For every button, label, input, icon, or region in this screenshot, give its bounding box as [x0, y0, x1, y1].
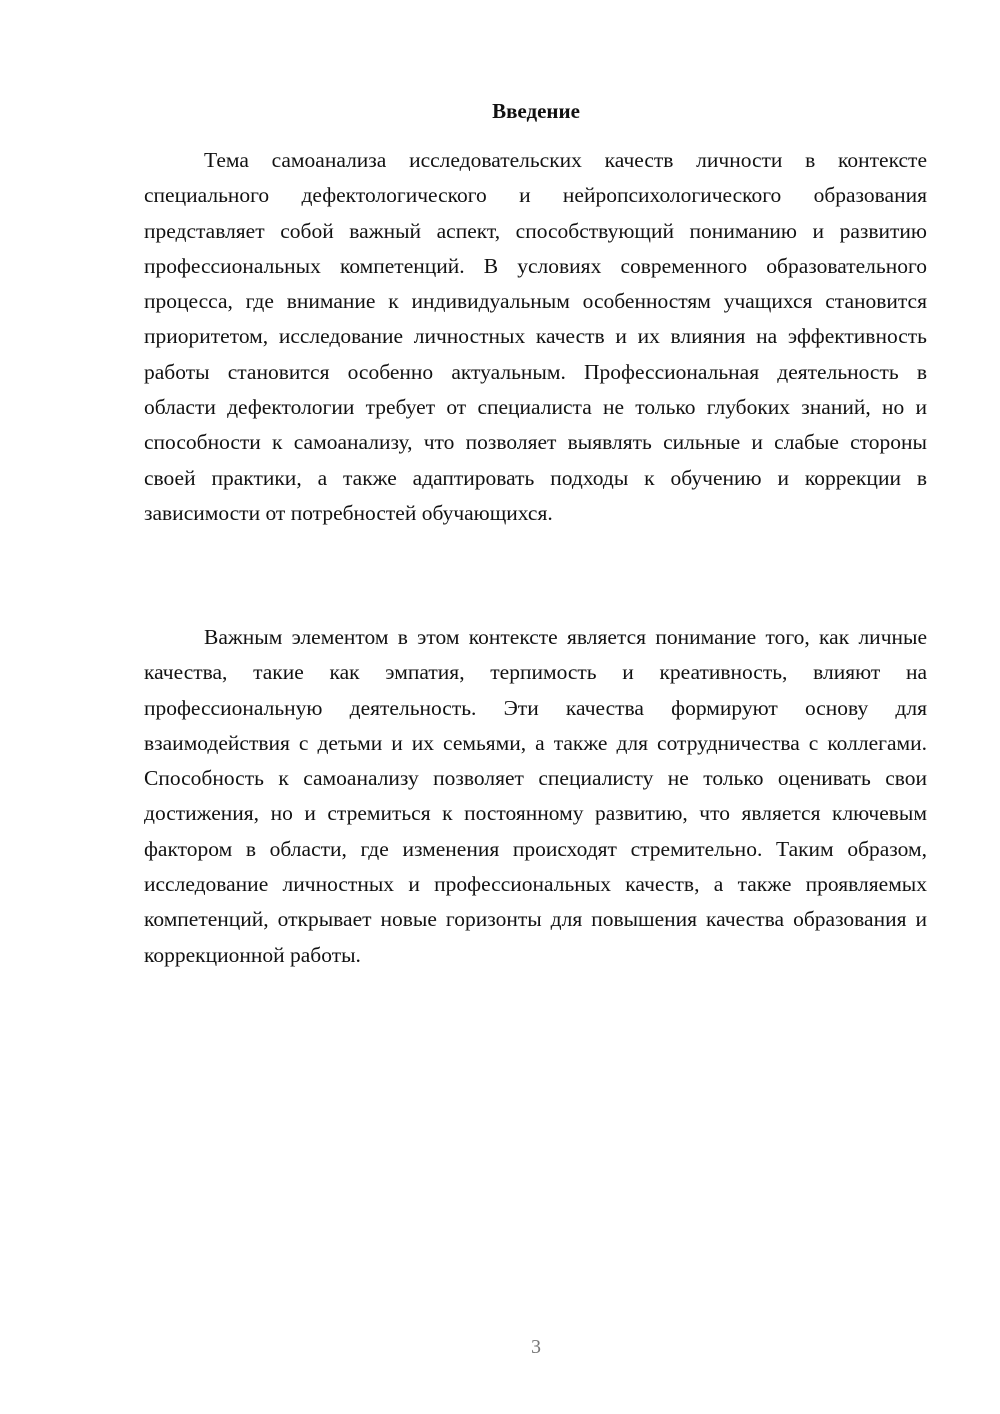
- paragraph-2: Важным элементом в этом контексте является понимание того, как личные качества, такие как эмпатия, терпимость и креативность, влияют на профессиональную деятельность. Эти качества формируют основу для взаимодействия с детьми и их семьями, а также для сотрудничества с коллегами. Способность к самоанализу позволяет специалисту не только оценивать свои достижения, но и стремиться к постоянному развитию, что является ключевым фактором в области, где изменения происходят стремительно. Таким образом, исследование личностных и профессиональных качеств, а также проявляемых компетенций, открывает новые горизонты для повышения качества образования и коррекционной работы.: [144, 625, 927, 967]
- section-title: Введение: [492, 99, 580, 123]
- page-number: 3: [531, 1336, 541, 1358]
- paragraph-1: Тема самоанализа исследовательских качеств личности в контексте специального дефектологического и нейропсихологического образования представляет собой важный аспект, способствующий пониманию и развитию профессиональных компетенций. В условиях современного образовательного процесса, где внимание к индивидуальным особенностям учащихся становится приоритетом, исследование личностных качеств и их влияния на эффективность работы становится особенно актуальным. Профессиональная деятельность в области дефектологии требует от специалиста не только глубоких знаний, но и способности к самоанализу, что позволяет выявлять сильные и слабые стороны своей практики, а также адаптировать подходы к обучению и коррекции в зависимости от потребностей обучающихся.: [144, 148, 927, 525]
